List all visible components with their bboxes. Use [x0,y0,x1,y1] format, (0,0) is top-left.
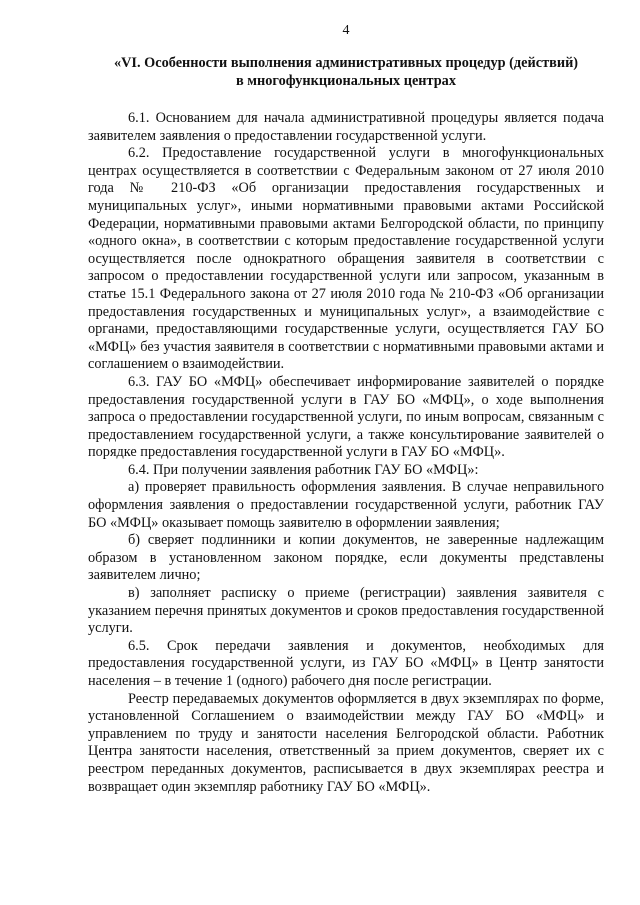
page-number: 4 [342,23,350,38]
paragraph-6-4: 6.4. При получении заявления работник ГАУ БО «МФЦ»: [128,461,479,478]
paragraph-6-4-a: а) проверяет правильность оформления заявления. В случае неправильного оформления заявления о предоставлении государственной услуги, работник ГАУ БО «МФЦ» оказывает помощь заявителю в оформлении заявления; [88,479,604,531]
document-body [88,110,604,796]
paragraph-6-3: 6.3. ГАУ БО «МФЦ» обеспечивает информирование заявителей о порядке предоставления государственной услуги в ГАУ БО «МФЦ», о ходе выполнения запроса о предоставлении государственной услуги, по иным вопросам, связанным с предоставлением государственной услуги, а также консультирование заявителей о порядке предоставления государственной услуги в ГАУ БО «МФЦ». [88,373,604,461]
paragraph-registry: Реестр передаваемых документов оформляется в двух экземплярах по форме, установленной Соглашением о взаимодействии между ГАУ БО «МФЦ» и управлением по труду и занятости населения Белгородской области. Работник Центра занятости населения, ответственный за прием документов, сверяет их с реестром переданных документов, расписывается в двух экземплярах реестра и возвращает один экземпляр работнику ГАУ БО «МФЦ». [88,690,604,795]
section-title-line-2: в многофункциональных центрах [236,73,456,89]
section-title [88,54,604,90]
paragraph-6-4-c: в) заполняет расписку о приеме (регистрации) заявления заявителя с указанием перечня принятых документов и сроков предоставления государственной услуги. [88,585,604,637]
paragraph-6-1: 6.1. Основанием для начала административной процедуры является подача заявителем заявления о предоставлении государственной услуги. [88,110,604,144]
paragraph-6-2: 6.2. Предоставление государственной услуги в многофункциональных центрах осуществляется в соответствии с Федеральным законом от 27 июля 2010 года № 210-ФЗ «Об организации предоставления государственных и муниципальных услуг», иными нормативными правовыми актами Российской Федерации, нормативными правовыми актами Белгородской области, по принципу «одного окна», в соответствии с которым предоставление государственной услуги осуществляется после однократного обращения заявителя в соответствии с запросом о предоставлении государственной услуги или запросом, указанным в статье 15.1 Федерального закона от 27 июля 2010 года № 210-ФЗ «Об организации предоставления государственных и муниципальных услуг», а взаимодействие с органами, предоставляющими государственные услуги, осуществляется ГАУ БО «МФЦ» без участия заявителя в соответствии с нормативными правовыми актами и соглашением о взаимодействии. [88,145,604,373]
paragraph-6-5: 6.5. Срок передачи заявления и документов, необходимых для предоставления государственной услуги, из ГАУ БО «МФЦ» в Центр занятости населения – в течение 1 (одного) рабочего дня после регистрации. [88,637,604,689]
section-title-line-1: «VI. Особенности выполнения административных процедур (действий) [113,55,579,71]
paragraph-6-4-b: б) сверяет подлинники и копии документов, не заверенные надлежащим образом в установленном законом порядке, если документы представлены заявителем лично; [88,532,604,584]
